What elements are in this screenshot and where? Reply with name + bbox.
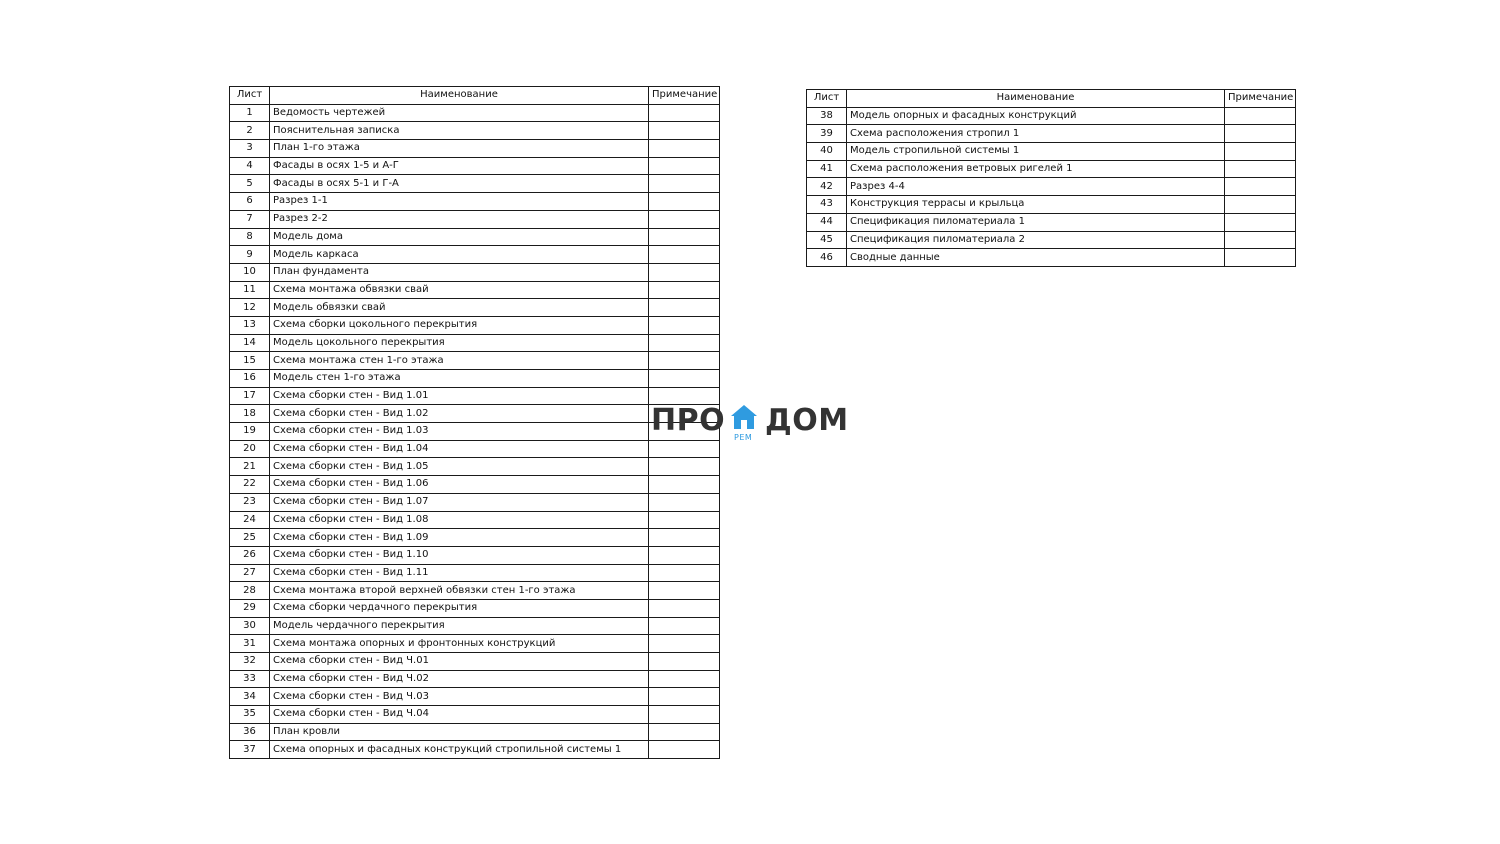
note-cell: [649, 458, 720, 476]
sheet-number-cell: 8: [230, 228, 270, 246]
table-row: [230, 263, 720, 281]
note-cell: [649, 140, 720, 158]
note-cell: [1225, 143, 1296, 161]
table-row: [230, 617, 720, 635]
table-row: [230, 316, 720, 334]
sheet-number-cell: 46: [807, 249, 847, 267]
table-row: [230, 529, 720, 547]
note-cell: [649, 599, 720, 617]
drawing-name-cell: Модель цокольного перекрытия: [270, 334, 649, 352]
header-name: Наименование: [270, 87, 649, 105]
drawing-name-cell: План 1-го этажа: [270, 140, 649, 158]
table-row: [230, 511, 720, 529]
drawing-name-cell: Схема сборки чердачного перекрытия: [270, 599, 649, 617]
drawing-name-cell: Разрез 1-1: [270, 193, 649, 211]
sheet-number-cell: 11: [230, 281, 270, 299]
drawing-name-cell: Схема сборки стен - Вид 1.03: [270, 423, 649, 441]
header-sheet: Лист: [807, 90, 847, 108]
note-cell: [649, 493, 720, 511]
drawings-table-right: [806, 89, 1296, 267]
note-cell: [649, 228, 720, 246]
sheet-number-cell: 32: [230, 653, 270, 671]
drawing-name-cell: Модель каркаса: [270, 246, 649, 264]
table-row: [230, 458, 720, 476]
drawing-name-cell: Конструкция террасы и крыльца: [847, 196, 1225, 214]
table-row: [230, 706, 720, 724]
sheet-number-cell: 7: [230, 210, 270, 228]
table-row: [807, 231, 1296, 249]
table-row: [807, 196, 1296, 214]
drawing-name-cell: Спецификация пиломатериала 2: [847, 231, 1225, 249]
header-sheet: Лист: [230, 87, 270, 105]
sheet-number-cell: 26: [230, 546, 270, 564]
sheet-number-cell: 33: [230, 670, 270, 688]
note-cell: [649, 263, 720, 281]
sheet-number-cell: 15: [230, 352, 270, 370]
sheet-number-cell: 1: [230, 104, 270, 122]
drawing-name-cell: Пояснительная записка: [270, 122, 649, 140]
sheet-number-cell: 4: [230, 157, 270, 175]
sheet-number-cell: 25: [230, 529, 270, 547]
sheet-number-cell: 17: [230, 387, 270, 405]
sheet-number-cell: 45: [807, 231, 847, 249]
sheet-number-cell: 41: [807, 160, 847, 178]
note-cell: [649, 370, 720, 388]
sheet-number-cell: 42: [807, 178, 847, 196]
table-row: [807, 143, 1296, 161]
note-cell: [1225, 125, 1296, 143]
table-row: [230, 423, 720, 441]
sheet-number-cell: 31: [230, 635, 270, 653]
note-cell: [649, 564, 720, 582]
drawing-name-cell: Схема сборки стен - Вид Ч.02: [270, 670, 649, 688]
header-name: Наименование: [847, 90, 1225, 108]
drawing-name-cell: Сводные данные: [847, 249, 1225, 267]
note-cell: [1225, 213, 1296, 231]
logo-subword: РЕМ: [734, 433, 753, 442]
note-cell: [1225, 178, 1296, 196]
drawing-name-cell: Схема сборки стен - Вид Ч.01: [270, 653, 649, 671]
note-cell: [1225, 107, 1296, 125]
table-header-row: [807, 90, 1296, 108]
note-cell: [649, 617, 720, 635]
drawing-name-cell: Схема сборки стен - Вид 1.09: [270, 529, 649, 547]
note-cell: [649, 476, 720, 494]
sheet-number-cell: 35: [230, 706, 270, 724]
drawing-name-cell: Ведомость чертежей: [270, 104, 649, 122]
sheet-number-cell: 23: [230, 493, 270, 511]
drawing-name-cell: Разрез 4-4: [847, 178, 1225, 196]
drawing-name-cell: Модель стен 1-го этажа: [270, 370, 649, 388]
house-icon: [729, 403, 759, 433]
drawing-name-cell: План кровли: [270, 723, 649, 741]
sheet-number-cell: 29: [230, 599, 270, 617]
table-row: [230, 582, 720, 600]
drawing-name-cell: Схема сборки стен - Вид 1.02: [270, 405, 649, 423]
drawing-name-cell: Модель обвязки свай: [270, 299, 649, 317]
sheet-number-cell: 34: [230, 688, 270, 706]
table-row: [230, 281, 720, 299]
note-cell: [1225, 231, 1296, 249]
table-row: [230, 564, 720, 582]
table-row: [807, 249, 1296, 267]
sheet-number-cell: 14: [230, 334, 270, 352]
sheet-number-cell: 18: [230, 405, 270, 423]
table-row: [230, 193, 720, 211]
note-cell: [649, 741, 720, 759]
table-header-row: [230, 87, 720, 105]
table-row: [230, 175, 720, 193]
table-row: [230, 370, 720, 388]
header-note: Примечание: [649, 87, 720, 105]
sheet-number-cell: 36: [230, 723, 270, 741]
table-row: [230, 104, 720, 122]
note-cell: [649, 529, 720, 547]
note-cell: [649, 104, 720, 122]
table-row: [230, 352, 720, 370]
drawing-name-cell: Схема сборки цокольного перекрытия: [270, 316, 649, 334]
drawing-name-cell: Схема монтажа опорных и фронтонных конструкций: [270, 635, 649, 653]
drawing-name-cell: Схема монтажа второй верхней обвязки стен 1-го этажа: [270, 582, 649, 600]
sheet-number-cell: 5: [230, 175, 270, 193]
drawing-name-cell: Схема сборки стен - Вид 1.01: [270, 387, 649, 405]
drawing-name-cell: Разрез 2-2: [270, 210, 649, 228]
note-cell: [649, 511, 720, 529]
table-row: [230, 546, 720, 564]
note-cell: [649, 175, 720, 193]
logo-word-right: ДОМ: [765, 403, 849, 438]
sheet-number-cell: 40: [807, 143, 847, 161]
note-cell: [649, 723, 720, 741]
drawing-name-cell: Модель чердачного перекрытия: [270, 617, 649, 635]
sheet-number-cell: 10: [230, 263, 270, 281]
header-note: Примечание: [1225, 90, 1296, 108]
note-cell: [649, 334, 720, 352]
note-cell: [649, 706, 720, 724]
sheet-number-cell: 19: [230, 423, 270, 441]
drawing-name-cell: Схема сборки стен - Вид 1.07: [270, 493, 649, 511]
table-row: [230, 210, 720, 228]
sheet-number-cell: 9: [230, 246, 270, 264]
table-row: [807, 107, 1296, 125]
note-cell: [1225, 196, 1296, 214]
sheet-number-cell: 6: [230, 193, 270, 211]
drawing-name-cell: Схема опорных и фасадных конструкций стропильной системы 1: [270, 741, 649, 759]
drawing-name-cell: Модель опорных и фасадных конструкций: [847, 107, 1225, 125]
drawing-name-cell: Схема расположения ветровых ригелей 1: [847, 160, 1225, 178]
drawing-name-cell: Фасады в осях 5-1 и Г-А: [270, 175, 649, 193]
drawing-name-cell: Схема сборки стен - Вид Ч.03: [270, 688, 649, 706]
note-cell: [649, 122, 720, 140]
sheet-number-cell: 39: [807, 125, 847, 143]
sheet-number-cell: 30: [230, 617, 270, 635]
drawing-name-cell: Схема сборки стен - Вид 1.04: [270, 440, 649, 458]
drawings-table-left: [229, 86, 720, 759]
drawing-name-cell: Схема сборки стен - Вид 1.05: [270, 458, 649, 476]
note-cell: [1225, 249, 1296, 267]
table-row: [230, 688, 720, 706]
drawing-name-cell: План фундамента: [270, 263, 649, 281]
sheet-number-cell: 12: [230, 299, 270, 317]
note-cell: [649, 352, 720, 370]
drawing-name-cell: Фасады в осях 1-5 и А-Г: [270, 157, 649, 175]
table-row: [230, 723, 720, 741]
logo-word-left: ПРО: [651, 403, 726, 438]
table-row: [807, 213, 1296, 231]
note-cell: [649, 688, 720, 706]
table-body-right: [807, 107, 1296, 266]
note-cell: [649, 281, 720, 299]
sheet-number-cell: 13: [230, 316, 270, 334]
note-cell: [649, 635, 720, 653]
drawing-name-cell: Модель дома: [270, 228, 649, 246]
note-cell: [649, 193, 720, 211]
sheet-number-cell: 37: [230, 741, 270, 759]
drawing-name-cell: Схема сборки стен - Вид 1.10: [270, 546, 649, 564]
sheet-number-cell: 20: [230, 440, 270, 458]
drawing-name-cell: Схема сборки стен - Вид 1.06: [270, 476, 649, 494]
note-cell: [649, 299, 720, 317]
table-row: [230, 157, 720, 175]
drawing-name-cell: Схема сборки стен - Вид 1.11: [270, 564, 649, 582]
drawing-name-cell: Схема сборки стен - Вид 1.08: [270, 511, 649, 529]
table-row: [807, 160, 1296, 178]
sheet-number-cell: 3: [230, 140, 270, 158]
drawing-name-cell: Спецификация пиломатериала 1: [847, 213, 1225, 231]
note-cell: [649, 157, 720, 175]
sheet-number-cell: 44: [807, 213, 847, 231]
note-cell: [649, 582, 720, 600]
note-cell: [1225, 160, 1296, 178]
drawing-name-cell: Схема монтажа стен 1-го этажа: [270, 352, 649, 370]
table-body-left: [230, 104, 720, 758]
table-row: [230, 299, 720, 317]
sheet-number-cell: 38: [807, 107, 847, 125]
drawing-name-cell: Модель стропильной системы 1: [847, 143, 1225, 161]
table-row: [230, 246, 720, 264]
table-row: [230, 405, 720, 423]
sheet-number-cell: 43: [807, 196, 847, 214]
table-row: [230, 599, 720, 617]
table-row: [230, 476, 720, 494]
table-row: [230, 228, 720, 246]
note-cell: [649, 246, 720, 264]
note-cell: [649, 670, 720, 688]
table-row: [230, 670, 720, 688]
sheet-number-cell: 27: [230, 564, 270, 582]
note-cell: [649, 653, 720, 671]
sheet-number-cell: 21: [230, 458, 270, 476]
note-cell: [649, 316, 720, 334]
table-row: [230, 635, 720, 653]
note-cell: [649, 210, 720, 228]
table-row: [807, 125, 1296, 143]
drawing-name-cell: Схема монтажа обвязки свай: [270, 281, 649, 299]
table-row: [230, 140, 720, 158]
sheet-number-cell: 2: [230, 122, 270, 140]
sheet-number-cell: 22: [230, 476, 270, 494]
sheet-number-cell: 24: [230, 511, 270, 529]
table-row: [230, 122, 720, 140]
note-cell: [649, 546, 720, 564]
sheet-number-cell: 16: [230, 370, 270, 388]
table-row: [230, 653, 720, 671]
watermark-logo: [651, 403, 851, 445]
table-row: [807, 178, 1296, 196]
table-row: [230, 334, 720, 352]
table-row: [230, 741, 720, 759]
table-row: [230, 440, 720, 458]
sheet-number-cell: 28: [230, 582, 270, 600]
table-row: [230, 493, 720, 511]
drawing-name-cell: Схема сборки стен - Вид Ч.04: [270, 706, 649, 724]
drawing-name-cell: Схема расположения стропил 1: [847, 125, 1225, 143]
table-row: [230, 387, 720, 405]
